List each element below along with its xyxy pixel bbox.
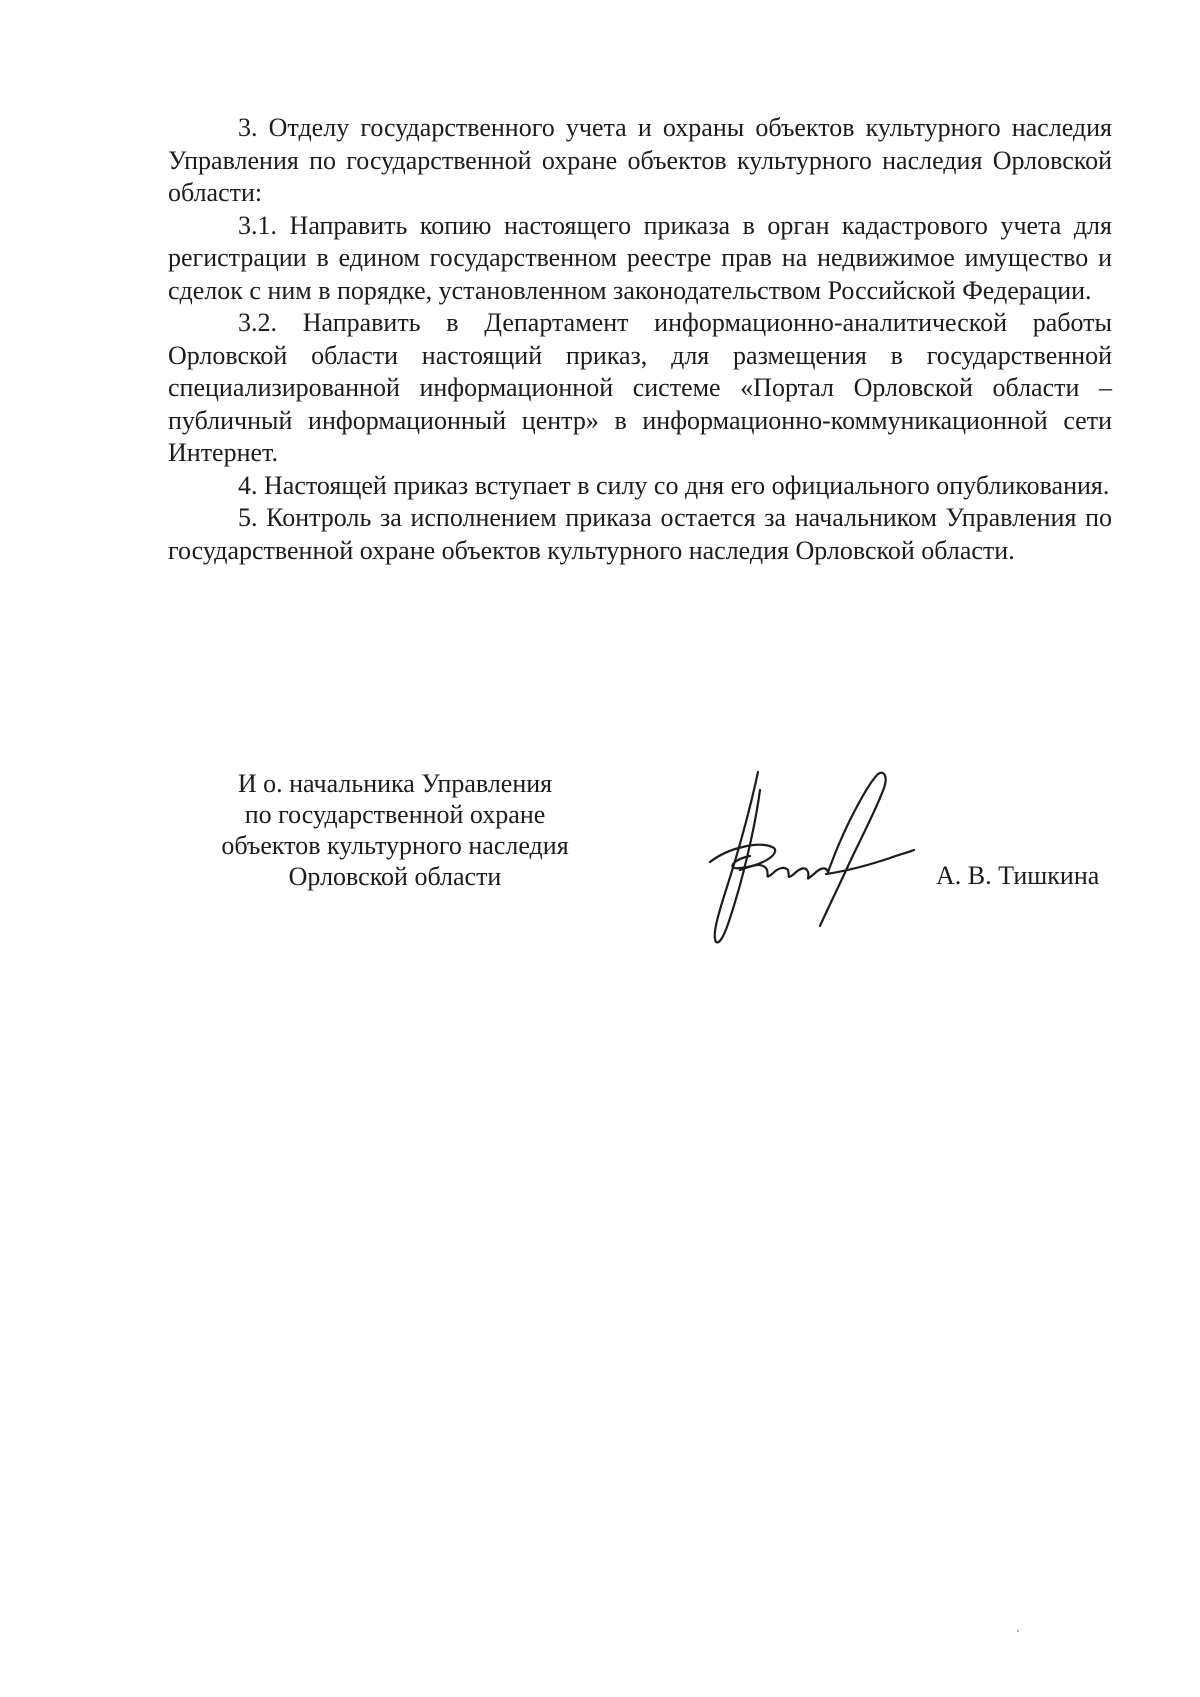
signer-name: А. В. Тишкина: [936, 861, 1100, 890]
position-line: И о. начальника Управления: [237, 769, 553, 798]
paragraph-3: 3. Отделу государственного учета и охраны объектов культурного наследия Управления по государственной охране объектов культурного наследия Орловской области:: [168, 113, 1112, 207]
position-line: объектов культурного наследия: [221, 831, 569, 860]
handwritten-signature: [700, 770, 920, 950]
paragraph-3-1: 3.1. Направить копию настоящего приказа в орган кадастрового учета для регистрации в едином государственном реестре прав на недвижимое имущество и сделок с ним в порядке, установленном законодательством Российской Федерации.: [168, 210, 1112, 305]
paragraph-5: 5. Контроль за исполнением приказа остается за начальником Управления по государственной охране объектов культурного наследия Орловской области.: [168, 503, 1112, 565]
position-line: по государственной охране: [244, 800, 546, 829]
signatory-position: [180, 768, 610, 892]
document-body: [168, 112, 1112, 567]
paragraph-4: 4. Настоящей приказ вступает в силу со дня его официального опубликования.: [238, 470, 1110, 500]
position-line: Орловской области: [288, 862, 502, 891]
scan-speck: [1017, 1630, 1019, 1632]
paragraph-3-2: 3.2. Направить в Департамент информационно-аналитической работы Орловской области настоящий приказ, для размещения в государственной специализированной информационной системе «Портал Орловской области – публичный информационный центр» в информационно-коммуникационной сети Интернет.: [168, 308, 1112, 467]
